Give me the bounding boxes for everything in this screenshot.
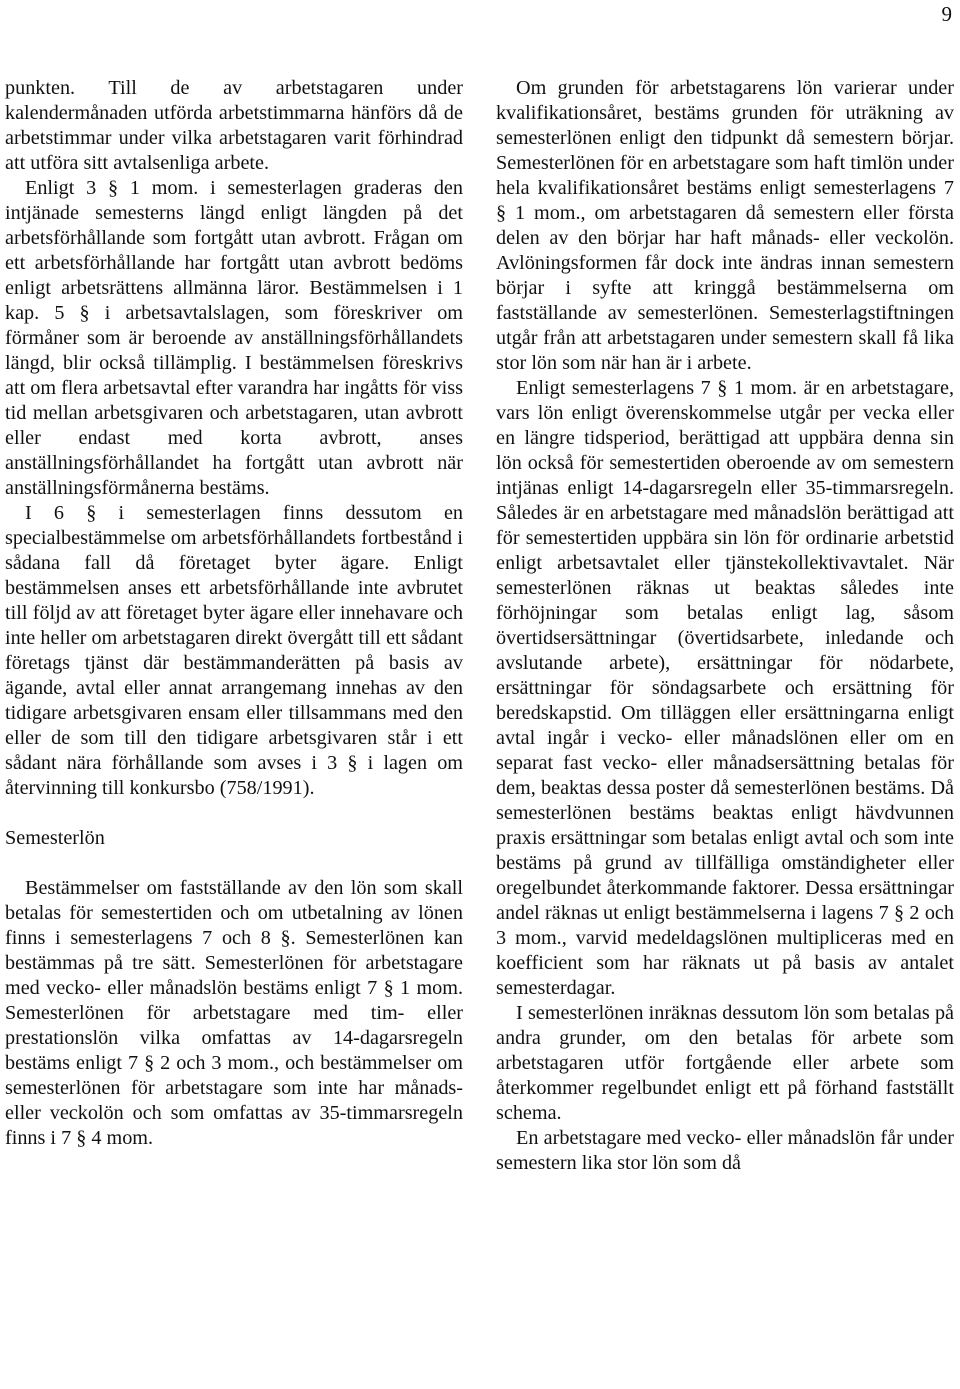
page-number: 9 (941, 2, 952, 26)
paragraph: Enligt semesterlagens 7 § 1 mom. är en arbetstagare, vars lön enligt överenskommelse utgår per vecka eller en längre tidsperiod, berättigad att uppbära denna sin lön också för semestertiden oberoende av om semestern intjänas enligt 14-dagarsregeln eller 35-timmarsregeln. Således är en arbetstagare med månadslön berättigad att för semestertiden uppbära sin lön för ordinarie arbetstid enligt arbetsavtalet eller tjänstekollektivavtalet. När semesterlönen räknas ut beaktas således inte förhöjningar som betalas enligt lag, såsom övertidsersättningar (övertidsarbete, inledande och avslutande arbete), ersättningar för nödarbete, ersättningar för söndagsarbete och ersättning för beredskapstid. Om tilläggen eller ersättningarna enligt avtal ingår i vecko- eller månadslönen eller om en separat fast vecko- eller månadsersättning betalas för dem, beaktas dessa poster då semesterlönen bestäms. Då semesterlönen bestäms beaktas enligt hävdvunnen praxis ersättningar som betalas enligt avtal och som inte bestäms på grund av tillfälliga omständigheter eller oregelbundet återkommande faktorer. Dessa ersättningar andel räknas ut enligt bestämmelserna i lagens 7 § 2 och 3 mom., varvid medeldagslönen multipliceras med en koefficient som har räknats ut på basis av antalet semesterdagar. (496, 377, 954, 999)
paragraph: I 6 § i semesterlagen finns dessutom en specialbestämmelse om arbetsförhållandets fortbestånd i sådana fall då företaget byter ägare. Enligt bestämmelsen anses ett arbetsförhållande inte avbrutet till följd av att företaget byter ägare eller innehavare och inte heller om arbetstagaren direkt övergått till ett sådant företags tjänst där bestämmanderätten på basis av ägande, avtal eller annat arrangemang innehas av den tidigare arbetsgivaren ensam eller tillsammans med den eller de som till den tidigare arbetsgivaren står i ett sådant nära förhållande som avses i 3 § i lagen om återvinning till konkursbo (758/1991). (5, 502, 463, 799)
paragraph: En arbetstagare med vecko- eller månadslön får under semestern lika stor lön som då (496, 1127, 954, 1174)
paragraph: punkten. Till de av arbetstagaren under kalendermånaden utförda arbetstimmarna hänförs då de arbetstimmar under vilka arbetstagaren varit förhindrad att utföra sitt avtalsenliga arbete. (5, 77, 463, 174)
left-column (5, 76, 463, 1151)
paragraph: Bestämmelser om fastställande av den lön som skall betalas för semestertiden och om utbetalning av lönen finns i semesterlagens 7 och 8 §. Semesterlönen kan bestämmas på tre sätt. Semesterlönen för arbetstagare med vecko- eller månadslön bestäms enligt 7 § 1 mom. Semesterlönen för arbetstagare med tim- eller prestationslön vilka omfattas av 14-dagarsregeln bestäms enligt 7 § 2 och 3 mom., och bestämmelser om semesterlönen för arbetstagare som inte har månads- eller veckolön och som omfattas av 35-timmarsregeln finns i 7 § 4 mom. (5, 877, 463, 1149)
paragraph: I semesterlönen inräknas dessutom lön som betalas på andra grunder, om den betalas för arbete som arbetstagaren utför fortgående eller arbete som återkommer regelbundet enligt ett på förhand fastställt schema. (496, 1002, 954, 1124)
paragraph: Enligt 3 § 1 mom. i semesterlagen graderas den intjänade semesterns längd enligt längden på det arbetsförhållande som fortgått utan avbrott. Frågan om ett arbetsförhållande har fortgått utan avbrott bedöms enligt arbetsrättens allmänna läror. Bestämmelsen i 1 kap. 5 § i arbetsavtalslagen, som föreskriver om förmåner som är beroende av anställningsförhållandets längd, blir också tillämplig. I bestämmelsen föreskrivs att om flera arbetsavtal efter varandra har ingåtts för viss tid mellan arbetsgivaren och arbetstagaren, utan avbrott eller endast med korta avbrott, anses anställningsförhållandet ha fortgått utan avbrott när anställningsförmånerna bestäms. (5, 177, 463, 499)
right-column (496, 76, 954, 1176)
section-heading: Semesterlön (5, 827, 105, 849)
paragraph: Om grunden för arbetstagarens lön varierar under kvalifikationsåret, bestäms grunden för uträkning av semesterlönen enligt den tidpunkt då semestern börjar. Semesterlönen för en arbetstagare som haft timlön under hela kvalifikationsåret bestäms enligt semesterlagens 7 § 1 mom., om arbetstagaren då semestern eller första delen av den börjar har haft månads- eller veckolön. Avlöningsformen får dock inte ändras innan semestern börjar i syfte att kringgå bestämmelserna om fastställande av semesterlönen. Semesterlagstiftningen utgår från att arbetstagaren under semestern skall få lika stor lön som när han är i arbete. (496, 77, 954, 374)
